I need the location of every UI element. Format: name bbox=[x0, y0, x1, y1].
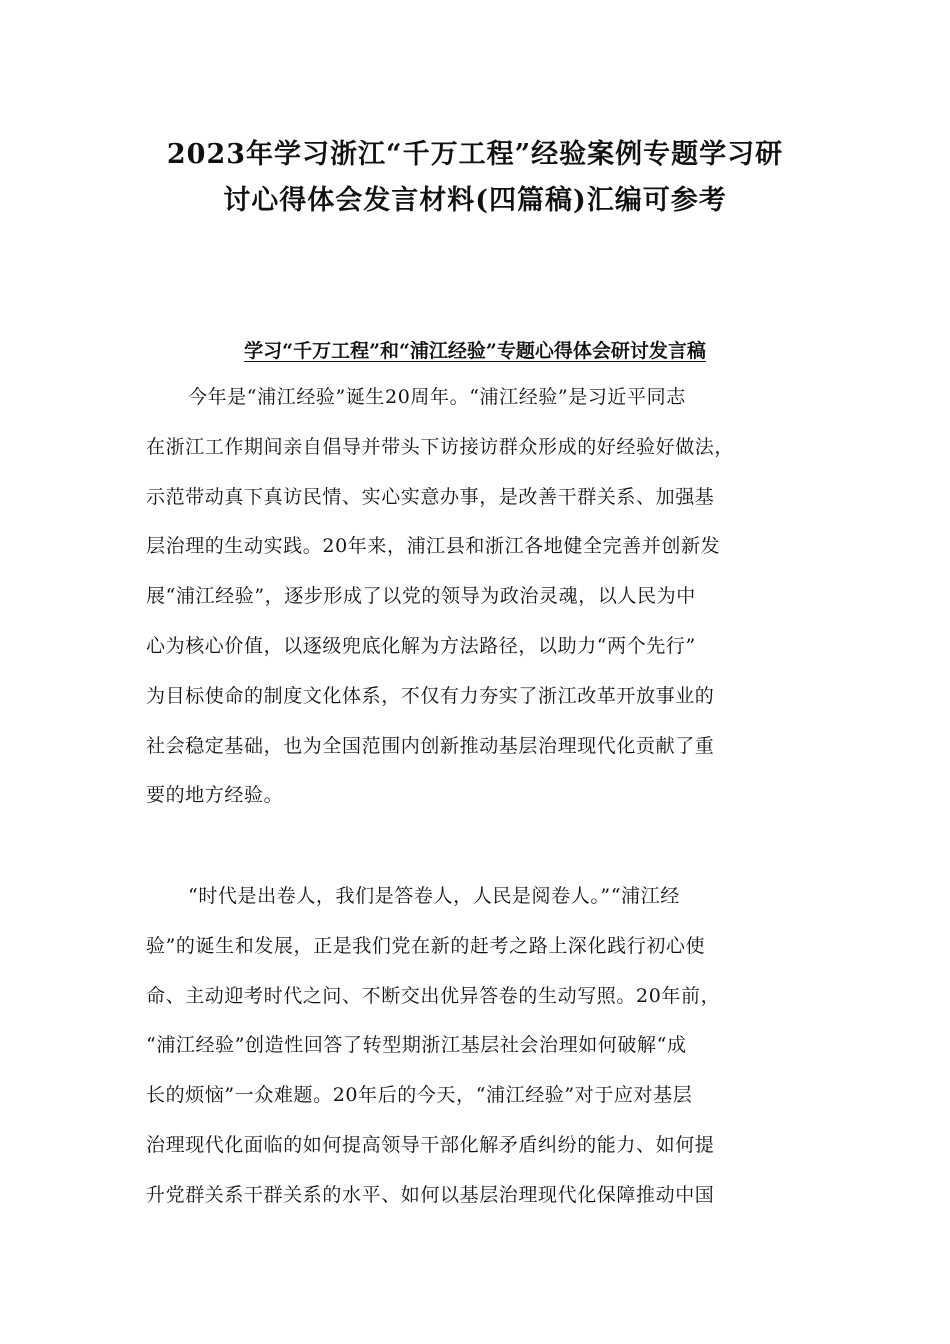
paragraph-line: 要的地方经验。 bbox=[146, 784, 284, 807]
section-title bbox=[140, 336, 810, 366]
paragraph-1 bbox=[146, 373, 822, 821]
document-title bbox=[100, 132, 850, 224]
paragraph-line: 今年是“浦江经验”诞生20周年。“浦江经验”是习近平同志 bbox=[188, 386, 686, 408]
paragraph-line: 展“浦江经验”，逐步形成了以党的领导为政治灵魂，以人民为中 bbox=[146, 585, 696, 608]
paragraph-line: 验”的诞生和发展，正是我们党在新的赶考之路上深化践行初心使 bbox=[146, 934, 706, 957]
paragraph-line: 命、主动迎考时代之问、不断交出优异答卷的生动写照。20年前， bbox=[146, 984, 721, 1007]
paragraph-line: 长的烦恼”一众难题。20年后的今天，“浦江经验”对于应对基层 bbox=[146, 1084, 693, 1107]
paragraph-line: 层治理的生动实践。20年来，浦江县和浙江各地健全完善并创新发 bbox=[146, 535, 721, 558]
paragraph-line: 社会稳定基础，也为全国范围内创新推动基层治理现代化贡献了重 bbox=[146, 734, 715, 757]
paragraph-line: “时代是出卷人，我们是答卷人，人民是阅卷人。”“浦江经 bbox=[188, 885, 680, 907]
section-title-text: 学习“千万工程”和“浦江经验”专题心得体会研讨发言稿 bbox=[244, 340, 706, 362]
paragraph-2 bbox=[146, 872, 822, 1221]
paragraph-line: 为目标使命的制度文化体系，不仅有力夯实了浙江改革开放事业的 bbox=[146, 684, 715, 707]
paragraph-line: 示范带动真下真访民情、实心实意办事，是改善干群关系、加强基 bbox=[146, 485, 715, 508]
paragraph-line: 在浙江工作期间亲自倡导并带头下访接访群众形成的好经验好做法， bbox=[146, 435, 735, 458]
paragraph-line: 心为核心价值，以逐级兜底化解为方法路径，以助力“两个先行” bbox=[146, 634, 696, 657]
paragraph-line: 治理现代化面临的如何提高领导干部化解矛盾纠纷的能力、如何提 bbox=[146, 1133, 715, 1156]
document-title-line-2: 讨心得体会发言材料(四篇稿)汇编可参考 bbox=[223, 185, 727, 216]
document-title-line-1: 2023年学习浙江“千万工程”经验案例专题学习研 bbox=[166, 139, 784, 170]
paragraph-line: 升党群关系干群关系的水平、如何以基层治理现代化保障推动中国 bbox=[146, 1183, 715, 1206]
paragraph-line: “浦江经验”创造性回答了转型期浙江基层社会治理如何破解“成 bbox=[146, 1034, 687, 1057]
